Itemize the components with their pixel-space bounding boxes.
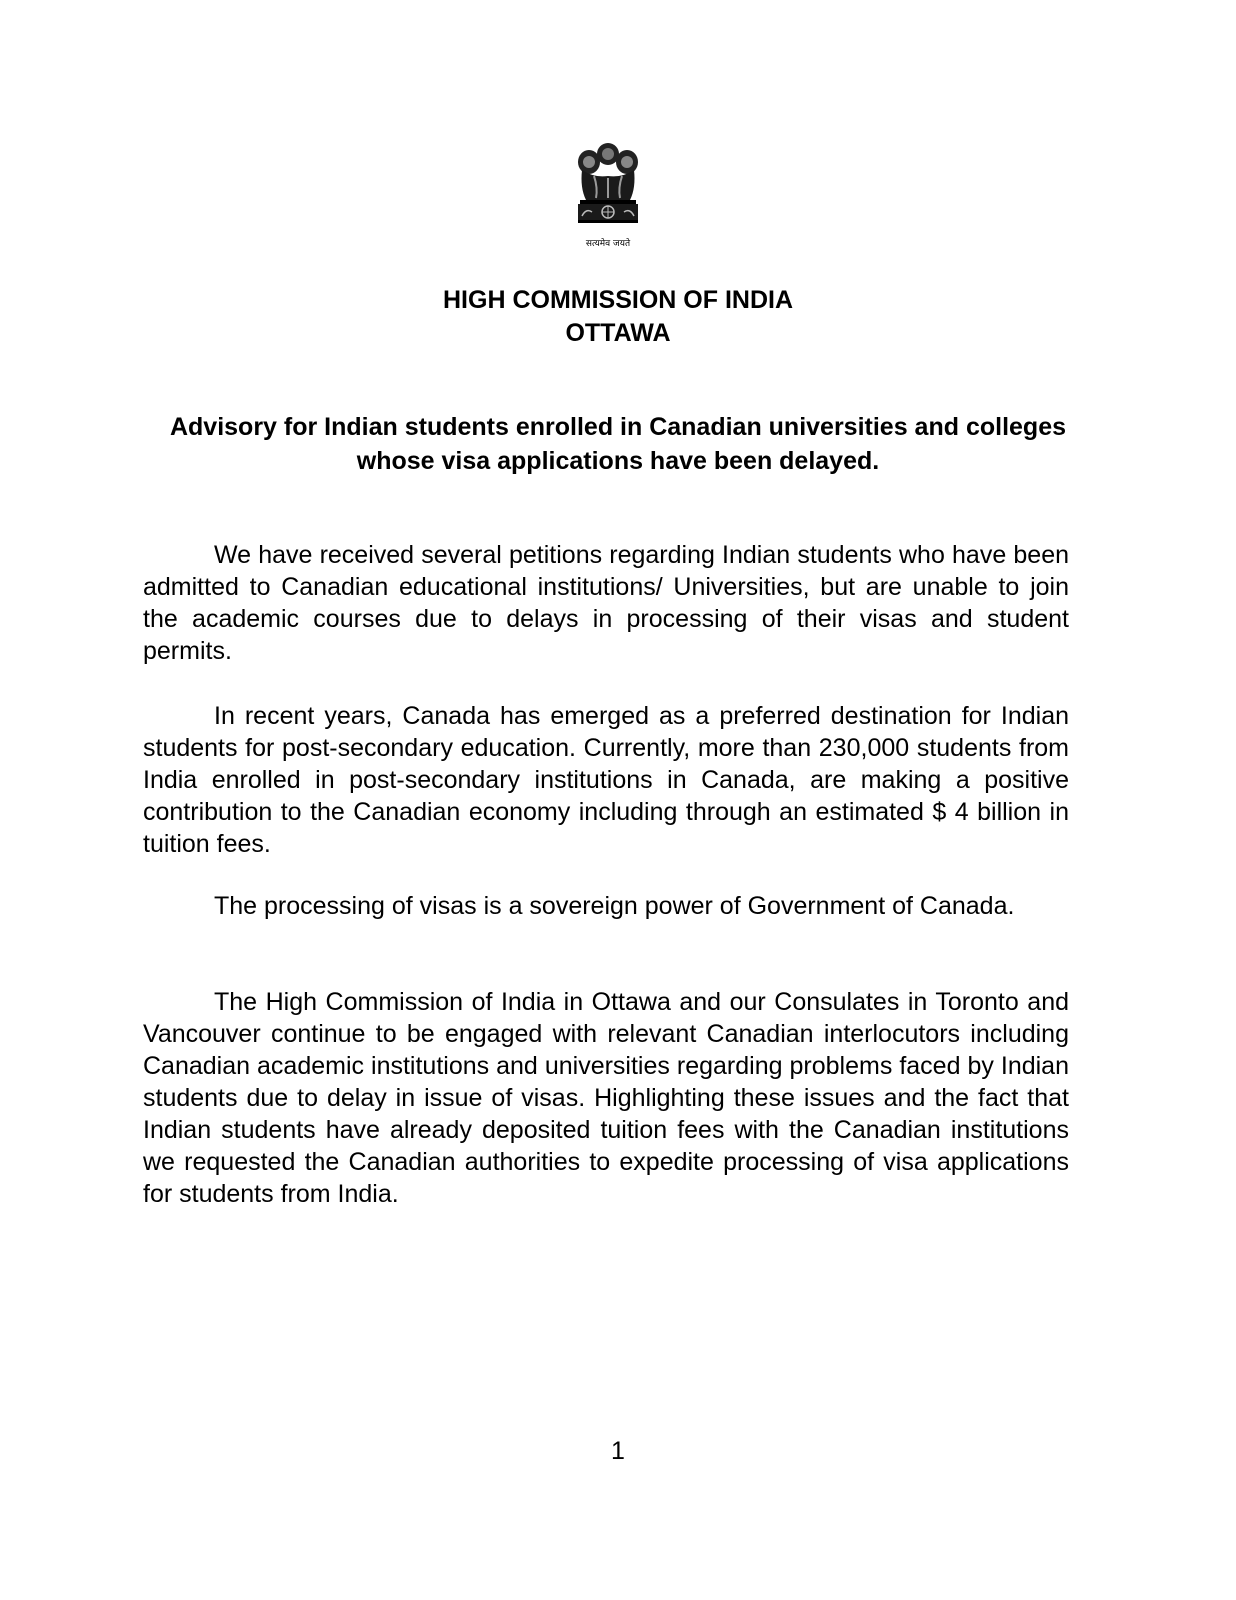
body-paragraph: The processing of visas is a sovereign power of Government of Canada.: [214, 892, 1015, 920]
body-paragraph: The High Commission of India in Ottawa and our Consulates in Toronto and Vancouver continue to be engaged with relevant Canadian interlocutors including Canadian academic institutions and universities regarding problems faced by Indian students due to delay in issue of visas. Highlighting these issues and the fact that Indian students have already deposited tuition fees with the Canadian institutions we requested the Canadian authorities to expedite processing of visa applications for students from India.: [143, 988, 1069, 1208]
national-emblem: [572, 140, 644, 252]
city-name: OTTAWA: [565, 319, 671, 347]
page-number: 1: [611, 1437, 625, 1465]
ashoka-lion-emblem-icon: [572, 140, 644, 252]
body-paragraph: In recent years, Canada has emerged as a preferred destination for Indian students for post-secondary education. Currently, more than 230,000 students from India enrolled in post-secondary institutions in Canada, are making a positive contribution to the Canadian economy including through an estimated $ 4 billion in tuition fees.: [143, 702, 1069, 858]
organization-name: HIGH COMMISSION OF INDIA: [443, 286, 793, 314]
body-paragraph: We have received several petitions regarding Indian students who have been admitted to Canadian educational institutions/ Universities, but are unable to join the academic courses due to delays in processing of their visas and student permits.: [143, 541, 1069, 665]
advisory-title: Advisory for Indian students enrolled in Canadian universities and colleges whose visa applications have been delayed.: [169, 413, 1067, 475]
emblem-motto: सत्यमेव जयते: [585, 239, 631, 249]
